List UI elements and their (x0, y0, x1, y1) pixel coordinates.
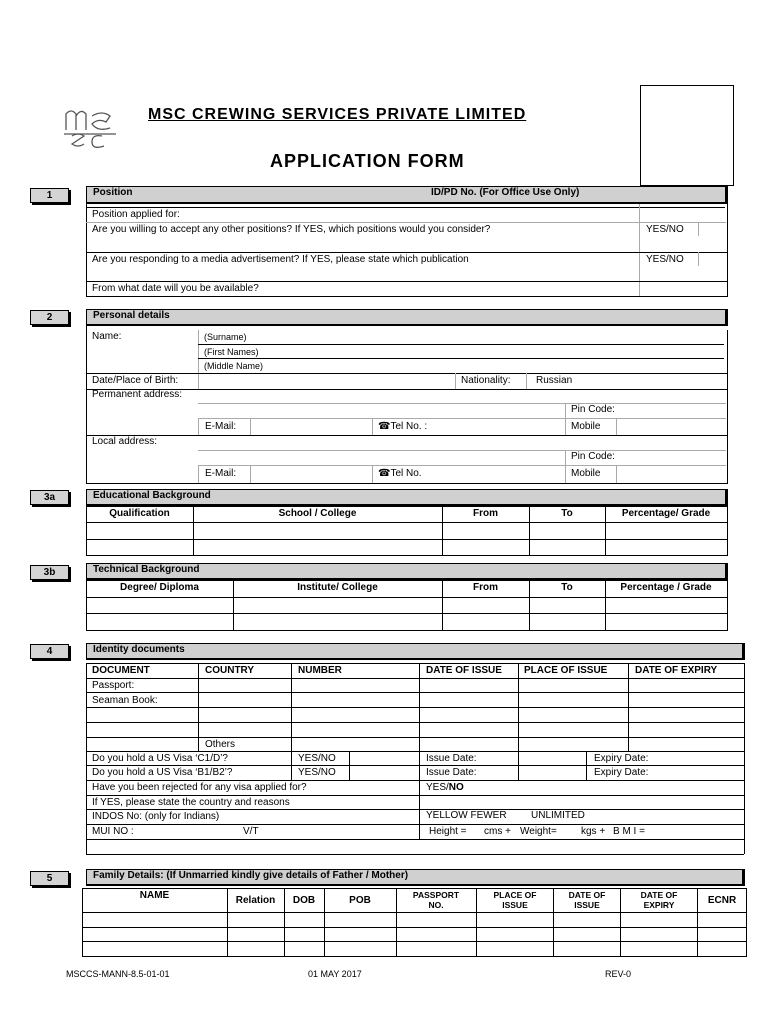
section-3a-number: 3a (30, 490, 69, 505)
fam-col-name: NAME (139, 890, 170, 901)
tech-col-from: From (473, 582, 498, 593)
section-5-number: 5 (30, 871, 69, 886)
visa-b1b2-yesno[interactable]: YES/NO (298, 767, 336, 778)
edu-col-school: School / College (278, 508, 357, 519)
fam-col-relation: Relation (235, 895, 276, 906)
section-4-number: 4 (30, 644, 69, 659)
permanent-address-label: Permanent address: (92, 389, 183, 400)
section-3b-number: 3b (30, 565, 69, 580)
footer-doc-number: MSCCS-MANN-8.5-01-01 (66, 969, 170, 979)
company-name: MSC CREWING SERVICES PRIVATE LIMITED (148, 106, 527, 123)
tech-col-grade: Percentage / Grade (620, 582, 712, 593)
perm-tel-label: ☎Tel No. : (378, 421, 428, 432)
local-address-label: Local address: (92, 436, 158, 447)
fam-col-dob: DOB (292, 895, 316, 906)
id-col-country: COUNTRY (205, 665, 255, 676)
weight-label: Weight= (520, 826, 557, 837)
local-pin-label: Pin Code: (571, 451, 615, 462)
indos-label: INDOS No: (only for Indians) (92, 811, 220, 822)
fam-col-date-expiry: DATE OF EXPIRY (640, 890, 678, 910)
section-3a-header: Educational Background (86, 489, 728, 506)
visa-rejected-yesno[interactable]: YES/NO (426, 782, 464, 793)
cms-label: cms + (484, 826, 511, 837)
surname-field[interactable]: (Surname) (204, 332, 247, 342)
media-ad-label: Are you responding to a media advertisement? If YES, please state which publication (92, 254, 469, 265)
perm-mobile-label: Mobile (571, 421, 601, 432)
nationality-value[interactable]: Russian (536, 375, 573, 386)
local-mobile-label: Mobile (571, 468, 601, 479)
first-names-field[interactable]: (First Names) (204, 347, 259, 357)
local-tel-label: ☎Tel No. (378, 468, 422, 479)
unlimited-label: UNLIMITED (531, 810, 585, 821)
photo-box[interactable] (640, 85, 734, 186)
visa-c1d-yesno[interactable]: YES/NO (298, 753, 336, 764)
section-1-number: 1 (30, 188, 69, 203)
perm-email-label: E-Mail: (205, 421, 237, 432)
available-date-label: From what date will you be available? (92, 283, 259, 294)
visa-rejected-label: Have you been rejected for any visa applied for? (92, 782, 307, 793)
section-5-header: Family Details: (If Unmarried kindly give details of Father / Mother) (86, 869, 745, 886)
visa-b1b2-expiry-date: Expiry Date: (594, 767, 649, 778)
position-heading: Position (93, 187, 133, 198)
tech-col-to: To (561, 582, 573, 593)
footer-date: 01 MAY 2017 (308, 969, 362, 979)
other-positions-yesno[interactable]: YES/NO (646, 224, 684, 235)
id-col-date-expiry: DATE OF EXPIRY (635, 665, 718, 676)
edu-col-from: From (473, 508, 498, 519)
fam-col-date-issue: DATE OF ISSUE (568, 890, 606, 910)
section-4-header: Identity documents (86, 643, 745, 660)
section-2-header: Personal details (86, 309, 728, 326)
company-logo (62, 104, 118, 152)
mui-label: MUI NO : (92, 826, 134, 837)
id-col-document: DOCUMENT (92, 665, 150, 676)
id-col-date-issue: DATE OF ISSUE (426, 665, 502, 676)
fam-col-passport: PASSPORT NO. (412, 890, 460, 910)
yellow-fever-label: YELLOW FEWER (426, 810, 507, 821)
edu-col-to: To (561, 508, 573, 519)
fam-col-pob: POB (349, 895, 371, 906)
id-col-place-issue: PLACE OF ISSUE (524, 665, 608, 676)
others-label: Others (205, 739, 236, 750)
visa-b1b2-issue-date: Issue Date: (426, 767, 477, 778)
seaman-book-label: Seaman Book: (92, 695, 158, 706)
fam-col-ecnr: ECNR (707, 895, 737, 906)
visa-b1b2-label: Do you hold a US Visa ‘B1/B2’? (92, 767, 233, 778)
local-email-label: E-Mail: (205, 468, 237, 479)
passport-label: Passport: (92, 680, 135, 691)
id-col-number: NUMBER (298, 665, 342, 676)
media-ad-yesno[interactable]: YES/NO (646, 254, 684, 265)
section-3b-header: Technical Background (86, 563, 728, 580)
edu-col-qualification: Qualification (109, 508, 170, 519)
form-title: APPLICATION FORM (270, 151, 465, 171)
name-label: Name: (92, 331, 122, 342)
idpd-heading: ID/PD No. (For Office Use Only) (431, 187, 580, 198)
if-yes-reasons-label: If YES, please state the country and reasons (92, 797, 290, 808)
visa-c1d-expiry-date: Expiry Date: (594, 753, 649, 764)
dob-label: Date/Place of Birth: (92, 375, 179, 386)
position-applied-label: Position applied for: (92, 209, 180, 220)
section-1-header (86, 186, 728, 204)
tech-col-degree: Degree/ Diploma (120, 582, 199, 593)
bmi-label: B M I = (613, 826, 645, 837)
edu-col-grade: Percentage/ Grade (621, 508, 711, 519)
height-label: Height = (429, 826, 467, 837)
perm-pin-label: Pin Code: (571, 404, 615, 415)
kgs-label: kgs + (581, 826, 606, 837)
section-2-number: 2 (30, 310, 69, 325)
tech-col-institute: Institute/ College (297, 582, 378, 593)
fam-col-place-issue: PLACE OF ISSUE (493, 890, 537, 910)
visa-c1d-issue-date: Issue Date: (426, 753, 477, 764)
other-positions-label: Are you willing to accept any other positions? If YES, which positions would you consider? (92, 224, 491, 235)
middle-name-field[interactable]: (Middle Name) (204, 361, 264, 371)
visa-c1d-label: Do you hold a US Visa ‘C1/D’? (92, 753, 228, 764)
footer-revision: REV-0 (605, 969, 632, 979)
nationality-label: Nationality: (461, 375, 511, 386)
vt-label: V/T (243, 826, 259, 837)
